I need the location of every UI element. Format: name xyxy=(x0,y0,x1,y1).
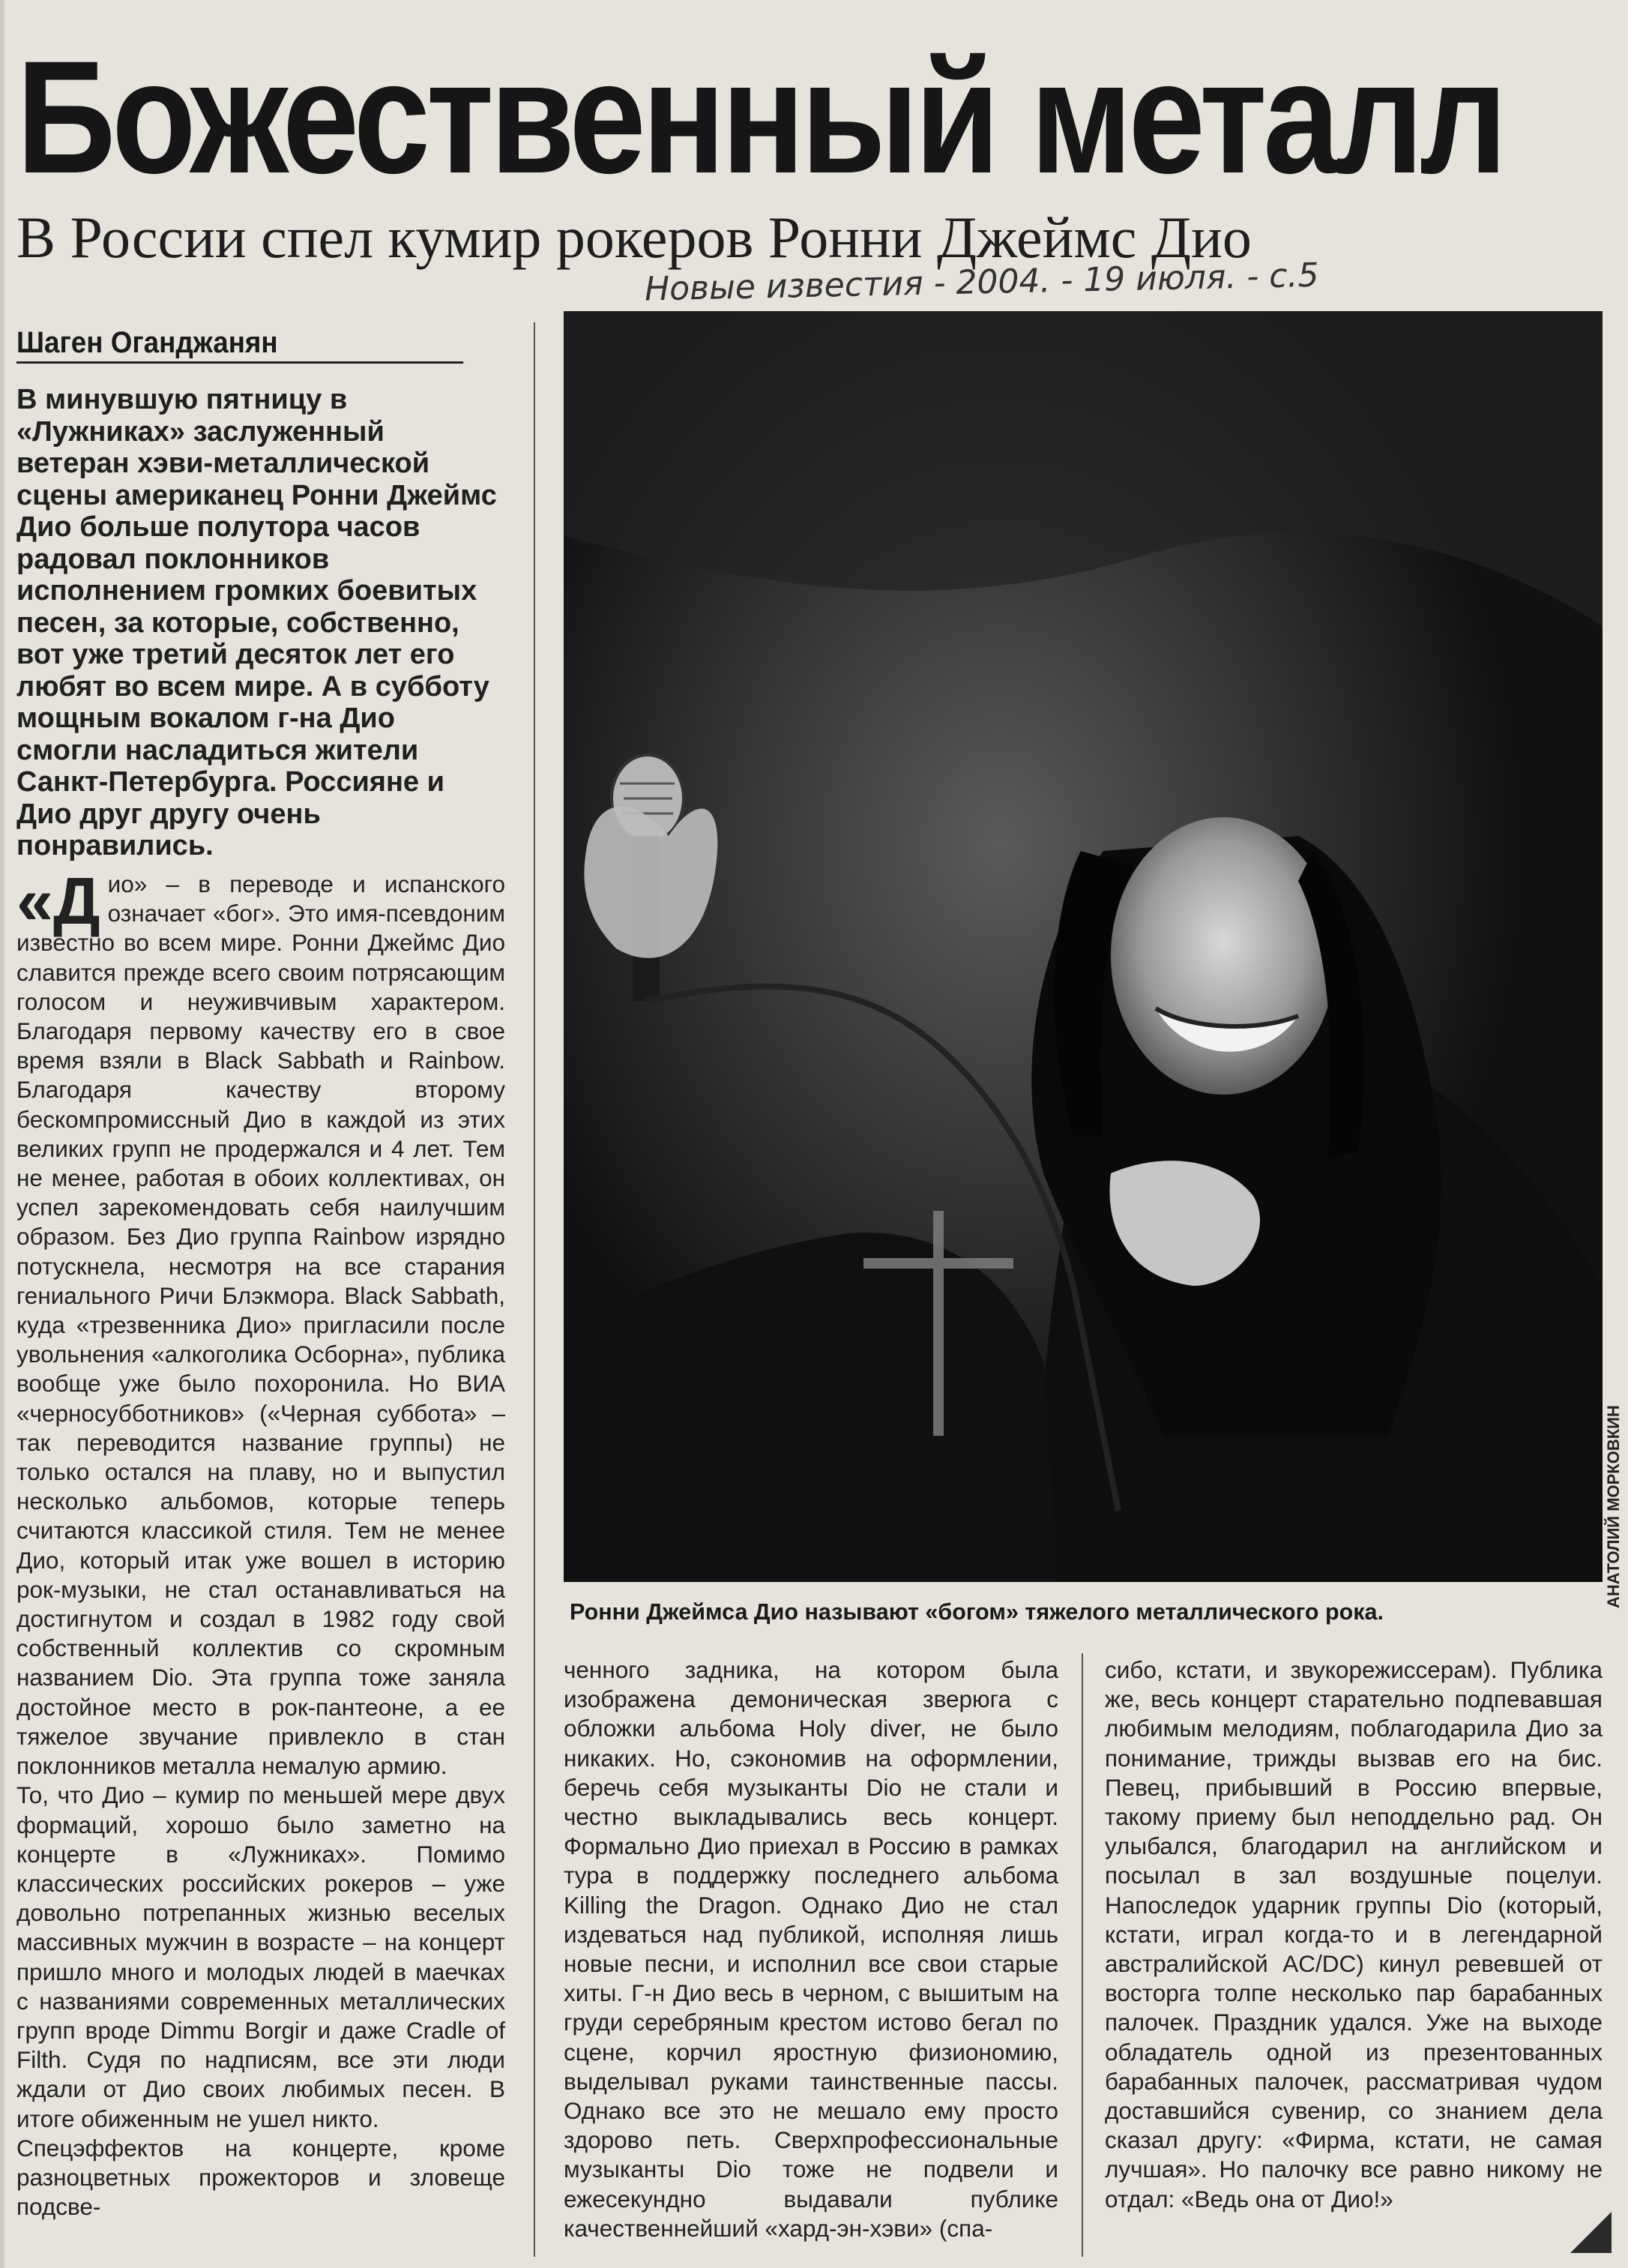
singer-face xyxy=(1111,817,1336,1095)
article-headline: Божественный металл xyxy=(16,28,1504,207)
text-column-2 xyxy=(564,1655,1058,2255)
photo-caption: Ронни Джеймса Дио называют «богом» тяжелого металлического рока. xyxy=(570,1599,1384,1625)
paragraph: сибо, кстати, и звукорежиссерам). Публика же, весь концерт старательно подпевавшая любимым мелодиям, поблагодарила Дио за понимание, трижды вызвав его на бис. Певец, прибывший в Россию впервые, такому приему был неподдельно рад. Он улыбался, благодарил на английском и посылал в зал воздушные поцелуи. Напоследок ударник группы Dio (который, кстати, играл когда-то и в легендарной австралийской AC/DC) кинул ревевшей от восторга толпе несколько пар барабанных палочек. Праздник удался. Уже на выходе обладатель одной из презентованных барабанных палочек, рассматривая чудом доставшийся сувенир, со знанием дела сказал другу: «Фирма, кстати, не самая лучшая». Но палочку все равно никому не отдал: «Ведь она от Дио!» xyxy=(1105,1656,1603,2213)
singer-photo-illustration xyxy=(564,311,1603,1582)
drop-cap: «Д xyxy=(16,864,100,938)
column-divider xyxy=(534,322,535,2257)
page-edge-shadow xyxy=(0,0,4,2268)
paragraph-text: ио» – в переводе и испанского означает «бог». Это имя-псевдоним известно во всем мире. Ронни Джеймс Дио славится прежде всего своим потрясающим голосом и неуживчивым характером. Благодаря первому качеству его в свое время взяли в Black Sabbath и Rainbow. Благодаря качеству второму бескомпромиссный Дио в каждой из этих великих групп не продержался и 4 лет. Тем не менее, работая в обоих коллективах, он успел зарекомендовать себя наилучшим образом. Без Дио группа Rainbow изрядно потускнела, несмотря на все старания гениального Ричи Блэкмора. Black Sabbath, куда «трезвенника Дио» пригласили после увольнения «алкоголика Осборна», публика вообще уже было похоронила. Но ВИА «черносубботников» («Черная суббота» – так переводится название группы) не только остался на плаву, но и выпустил несколько альбомов, которые теперь считаются классикой стиля. Тем не менее Дио, который итак уже вошел в историю рок-музыки, не стал останавливаться на достигнутом и создал в 1982 году свой собственный коллектив со скромным названием Dio. Эта группа тоже заняла достойное место в рок-пантеоне, а ее тяжелое звучание привлекло в стан поклонников металла немалую армию. xyxy=(16,870,505,1780)
page-corner-marker xyxy=(1570,2212,1612,2253)
paragraph: ченного задника, на котором была изображена демоническая зверюга с обложки альбома Holy diver, не было никаких. Но, сэкономив на оформлении, беречь себя музыканты Dio не стали и честно выкладывались весь концерт. Формально Дио приехал в Россию в рамках тура в поддержку последнего альбома Killing the Dragon. Однако Дио не стал издеваться над публикой, исполняя лишь новые песни, и исполнил все свои старые хиты. Г-н Дио весь в черном, с вышитым на груди серебряным крестом истово бегал по сцене, корчил яростную физиономию, выделывал руками таинственные пассы. Однако все это не мешало ему просто здорово петь. Сверхпрофессиональные музыканты Dio тоже не подвели и ежесекундно выдавали публике качественнейший «хард-эн-хэви» (спа- xyxy=(564,1656,1058,2242)
author-byline: Шаген Оганджанян xyxy=(16,324,463,364)
photo-credit: АНАТОЛИЙ МОРКОВКИН xyxy=(1604,1405,1623,1608)
paragraph: Спецэффектов на концерте, кроме разноцветных прожекторов и зловеще подсве- xyxy=(16,2134,505,2221)
paragraph: То, что Дио – кумир по меньшей мере двух формаций, хорошо было заметно на концерте в «Лужниках». Помимо классических российских рокеров – уже довольно потрепанных жизнью веселых массивных мужчин в возрасте – на концерт пришло много и молодых людей в маечках с названиями современных металлических групп вроде Dimmu Borgir и даже Cradle of Filth. Судя по надписям, все эти люди ждали от Дио своих любимых песен. В итоге обиженным не ушел никто. xyxy=(16,1781,505,2132)
article-subheadline: В России спел кумир рокеров Ронни Джеймс Дио xyxy=(16,205,1252,270)
text-column-3 xyxy=(1105,1655,1603,2255)
column-divider xyxy=(1082,1653,1083,2257)
article-lead: В минувшую пятницу в «Лужниках» заслуженный ветеран хэви-металлической сцены американец Ронни Джеймс Дио больше полутора часов радовал поклонников исполнением громких боевитых песен, за которые, собственно, вот уже третий десяток лет его любят во всем мире. А в субботу мощным вокалом г-на Дио смогли насладиться жители Санкт-Петербурга. Россияне и Дио друг другу очень понравились. xyxy=(16,384,497,861)
handwritten-citation: Новые известия - 2004. - 19 июля. - с.5 xyxy=(644,256,1319,309)
paragraph xyxy=(16,864,505,1781)
text-column-1 xyxy=(16,864,505,2261)
concert-photo xyxy=(564,311,1603,1582)
